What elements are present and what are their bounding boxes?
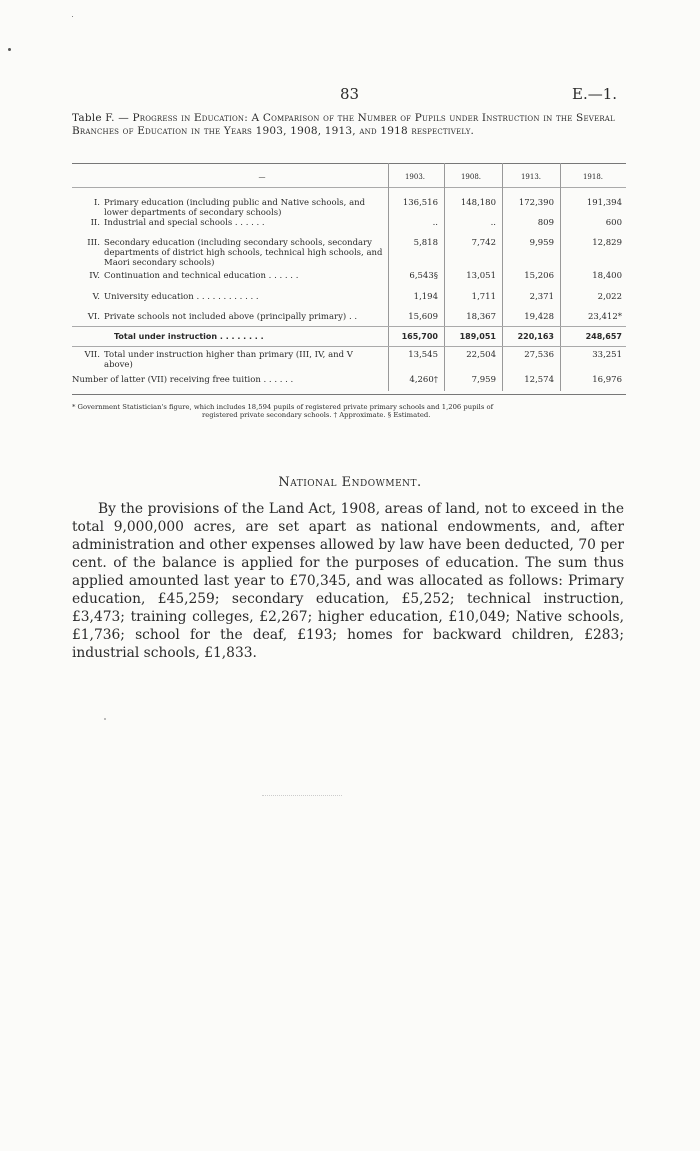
cell-1913: 2,371 bbox=[529, 292, 554, 302]
column-divider bbox=[502, 163, 503, 366]
section-paragraph bbox=[72, 500, 624, 662]
row-number: III. bbox=[87, 238, 100, 248]
footnote-line-2: registered private secondary schools. † Approximate. § Estimated. bbox=[202, 411, 431, 419]
column-divider bbox=[502, 366, 503, 391]
column-divider bbox=[444, 163, 445, 366]
cell-1918: 16,976 bbox=[592, 375, 622, 385]
row-text-continued: above) bbox=[104, 360, 133, 370]
page-number: 83 bbox=[340, 85, 360, 103]
table-header-label: — bbox=[258, 173, 266, 181]
row-label bbox=[72, 238, 387, 268]
cell-1908: 148,180 bbox=[460, 198, 496, 208]
table-bottom-rule bbox=[72, 394, 626, 395]
row-number: II. bbox=[90, 218, 100, 228]
cell-1903: 6,543§ bbox=[409, 271, 438, 281]
cell-1908: .. bbox=[490, 218, 496, 228]
cell-1913: 172,390 bbox=[518, 198, 554, 208]
cell-1903: .. bbox=[432, 218, 438, 228]
row-text-continued: departments of district high schools, technical high schools, and Maori secondary schools) bbox=[104, 248, 383, 268]
cell-1913: 15,206 bbox=[524, 271, 554, 281]
row-text: Industrial and special schools . . . . . . bbox=[104, 218, 265, 228]
column-divider bbox=[444, 366, 445, 391]
cell-1908: 7,742 bbox=[471, 238, 496, 248]
row-text: Continuation and technical education . . . . . . bbox=[104, 271, 299, 281]
cell-1908: 7,959 bbox=[471, 375, 496, 385]
section-paragraph-text: By the provisions of the Land Act, 1908, areas of land, not to exceed in the total 9,000,000 acres, are set apart as national endowments, and, after administration and other expenses allowed by law have been deducted, 70 per cent. of the balance is applied for the purposes of education. The sum thus applied amounted last year to £70,345, and was allocated as follows: Primary education, £45,259; secondary education, £5,252; technical instruction, £3,473; training colleges, £2,267; higher education, £10,049; Native schools, £1,736; school for the deaf, £193; homes for backward children, £283; industrial schools, £1,833. bbox=[72, 501, 624, 661]
cell-1908: 1,711 bbox=[471, 292, 496, 302]
cell-1918: 191,394 bbox=[586, 198, 622, 208]
scan-mark bbox=[262, 795, 342, 796]
cell-1903: 15,609 bbox=[408, 312, 438, 322]
header-year-1903: 1903. bbox=[404, 173, 426, 181]
cell-1913: 12,574 bbox=[524, 375, 554, 385]
footnote-line-1: * Government Statistician's figure, which includes 18,594 pupils of registered private primary schools and 1,206 pupils of bbox=[72, 403, 494, 411]
table-top-rule bbox=[72, 163, 626, 164]
cell-1918: 248,657 bbox=[585, 332, 622, 341]
row-text: Number of latter (VII) receiving free tuition . . . . . . bbox=[72, 375, 294, 385]
column-divider bbox=[560, 366, 561, 391]
row-text: Primary education (including public and Native schools, and bbox=[104, 198, 366, 208]
cell-1913: 809 bbox=[537, 218, 554, 228]
row-label bbox=[72, 375, 387, 385]
cell-1918: 2,022 bbox=[597, 292, 622, 302]
row-number: VII. bbox=[84, 350, 100, 360]
table-caption-body: Progress in Education: A Comparison of the Number of Pupils under Instruction in the Several Branches of Education in the Years 1903, 1908, 1913, and 1918 respectively. bbox=[72, 112, 615, 137]
cell-1913: 9,959 bbox=[529, 238, 554, 248]
table-caption bbox=[72, 112, 624, 138]
scan-mark bbox=[104, 718, 106, 720]
cell-1903: 5,818 bbox=[413, 238, 438, 248]
cell-1903: 1,194 bbox=[413, 292, 438, 302]
row-text-continued: lower departments of secondary schools) bbox=[104, 208, 282, 218]
row-number: I. bbox=[93, 198, 100, 208]
cell-1908: 22,504 bbox=[466, 350, 496, 360]
row-text: Total under instruction . . . . . . . . bbox=[114, 332, 264, 341]
row-text: Private schools not included above (principally primary) . . bbox=[104, 312, 358, 322]
section-title: National Endowment. bbox=[278, 475, 422, 490]
table-caption-lead: Table F. — bbox=[72, 112, 133, 124]
document-reference: E.—1. bbox=[572, 85, 618, 103]
cell-1918: 33,251 bbox=[592, 350, 622, 360]
row-text: Total under instruction higher than primary (III, IV, and V bbox=[104, 350, 353, 360]
column-divider bbox=[388, 163, 389, 366]
row-label bbox=[72, 350, 387, 370]
row-text: University education . . . . . . . . . . . . bbox=[104, 292, 259, 302]
column-divider bbox=[388, 366, 389, 391]
cell-1908: 18,367 bbox=[466, 312, 496, 322]
cell-1913: 19,428 bbox=[524, 312, 554, 322]
cell-1918: 12,829 bbox=[592, 238, 622, 248]
row-label bbox=[72, 312, 387, 322]
cell-1918: 23,412* bbox=[588, 312, 622, 322]
row-label bbox=[72, 271, 387, 281]
row-number: V. bbox=[92, 292, 100, 302]
cell-1918: 18,400 bbox=[592, 271, 622, 281]
cell-1913: 27,536 bbox=[524, 350, 554, 360]
scan-mark bbox=[8, 48, 11, 51]
table-rule bbox=[72, 326, 626, 327]
column-divider bbox=[560, 163, 561, 366]
row-number: IV. bbox=[89, 271, 100, 281]
cell-1903: 4,260† bbox=[409, 375, 438, 385]
cell-1908: 13,051 bbox=[466, 271, 496, 281]
row-text: Secondary education (including secondary schools, secondary bbox=[104, 238, 372, 248]
cell-1913: 220,163 bbox=[517, 332, 554, 341]
row-label bbox=[72, 292, 387, 302]
table-footnotes bbox=[72, 403, 632, 419]
cell-1918: 600 bbox=[605, 218, 622, 228]
header-year-1913: 1913. bbox=[520, 173, 542, 181]
row-label bbox=[72, 198, 387, 218]
cell-1903: 165,700 bbox=[401, 332, 438, 341]
row-number: VI. bbox=[87, 312, 100, 322]
scan-mark bbox=[72, 16, 73, 17]
cell-1903: 13,545 bbox=[408, 350, 438, 360]
cell-1908: 189,051 bbox=[459, 332, 496, 341]
table-rule bbox=[72, 346, 626, 347]
header-year-1918: 1918. bbox=[582, 173, 604, 181]
table-header-rule bbox=[72, 187, 626, 188]
cell-1903: 136,516 bbox=[402, 198, 438, 208]
row-label bbox=[72, 218, 387, 228]
row-label bbox=[72, 332, 387, 342]
header-year-1908: 1908. bbox=[460, 173, 482, 181]
